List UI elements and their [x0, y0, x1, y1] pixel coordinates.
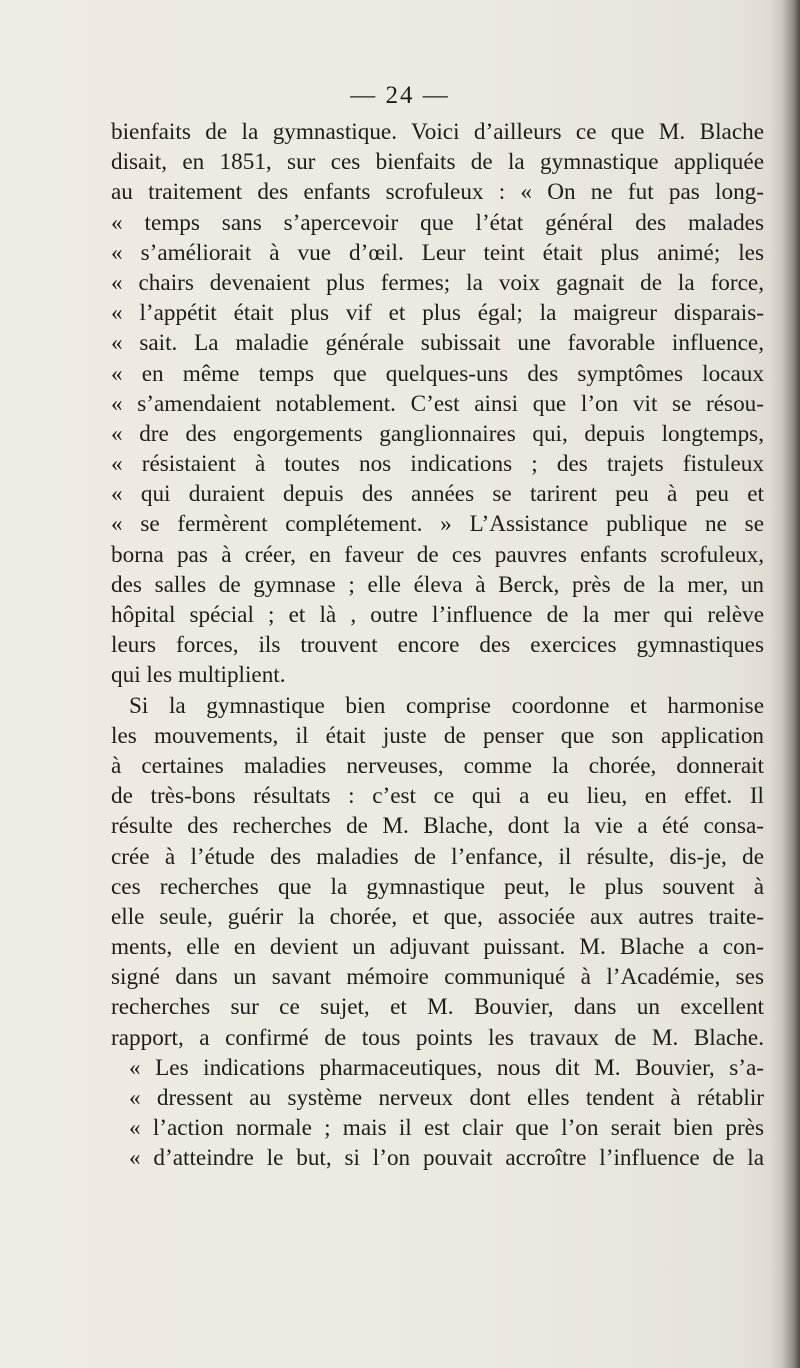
text-line-3: au traitement des enfants scrofuleux : « On ne fut pas long-: [111, 179, 764, 206]
text-line-24: résulte des recherches de M. Blache, dont la vie a été consa-: [111, 813, 764, 840]
text-line-20: Si la gymnastique bien comprise coordonne et harmonise: [129, 692, 764, 719]
text-line-5: « s’améliorait à vue d’œil. Leur teint était plus animé; les: [111, 239, 764, 266]
text-line-10: « s’amendaient notablement. C’est ainsi que l’on vit se résou-: [111, 390, 764, 417]
text-line-25: crée à l’étude des maladies de l’enfance, il résulte, dis-je, de: [111, 843, 764, 870]
text-line-7: « l’appétit était plus vif et plus égal; la maigreur disparais-: [111, 300, 764, 327]
text-line-9: « en même temps que quelques-uns des symptômes locaux: [111, 360, 764, 387]
text-line-8: « sait. La maladie générale subissait une favorable influence,: [111, 330, 764, 357]
text-line-29: signé dans un savant mémoire communiqué à l’Académie, ses: [111, 964, 764, 991]
text-line-23: de très-bons résultats : c’est ce qui a eu lieu, en effet. Il: [111, 783, 764, 810]
text-line-30: recherches sur ce sujet, et M. Bouvier, dans un excellent: [111, 994, 764, 1021]
text-line-26: ces recherches que la gymnastique peut, le plus souvent à: [111, 873, 764, 900]
text-line-27: elle seule, guérir la chorée, et que, associée aux autres traite-: [111, 903, 764, 930]
text-line-1: bienfaits de la gymnastique. Voici d’ailleurs ce que M. Blache: [111, 119, 764, 145]
text-line-19: qui les multiplient.: [111, 662, 286, 689]
text-line-4: « temps sans s’apercevoir que l’état général des malades: [111, 209, 764, 236]
text-line-31: rapport, a confirmé de tous points les travaux de M. Blache.: [111, 1024, 764, 1051]
text-line-13: « qui duraient depuis des années se tarirent peu à peu et: [111, 481, 764, 508]
text-line-32: « Les indications pharmaceutiques, nous dit M. Bouvier, s’a-: [129, 1054, 764, 1081]
text-line-11: « dre des engorgements ganglionnaires qui, depuis longtemps,: [111, 420, 764, 447]
body-text: [111, 117, 764, 1174]
text-line-35: « d’atteindre le but, si l’on pouvait accroître l’influence de la: [129, 1145, 764, 1172]
text-line-6: « chairs devenaient plus fermes; la voix gagnait de la force,: [111, 269, 764, 296]
page-number: — 24 —: [350, 82, 450, 109]
text-line-12: « résistaient à toutes nos indications ; des trajets fistuleux: [111, 451, 764, 478]
text-line-34: « l’action normale ; mais il est clair que l’on serait bien près: [129, 1115, 764, 1142]
text-line-14: « se fermèrent complétement. » L’Assistance publique ne se: [111, 511, 764, 538]
text-line-22: à certaines maladies nerveuses, comme la chorée, donnerait: [111, 752, 764, 779]
text-line-18: leurs forces, ils trouvent encore des exercices gymnastiques: [111, 632, 764, 659]
text-line-2: disait, en 1851, sur ces bienfaits de la gymnastique appliquée: [111, 149, 764, 176]
text-line-28: ments, elle en devient un adjuvant puissant. M. Blache a con-: [111, 934, 764, 961]
text-line-33: « dressent au système nerveux dont elles tendent à rétablir: [129, 1085, 764, 1111]
text-line-15: borna pas à créer, en faveur de ces pauvres enfants scrofuleux,: [111, 541, 764, 568]
text-line-16: des salles de gymnase ; elle éleva à Berck, près de la mer, un: [111, 571, 764, 598]
page-edge-shadow: [770, 0, 800, 1368]
text-line-17: hôpital spécial ; et là , outre l’influence de la mer qui relève: [111, 602, 764, 628]
text-line-21: les mouvements, il était juste de penser que son application: [111, 722, 764, 749]
